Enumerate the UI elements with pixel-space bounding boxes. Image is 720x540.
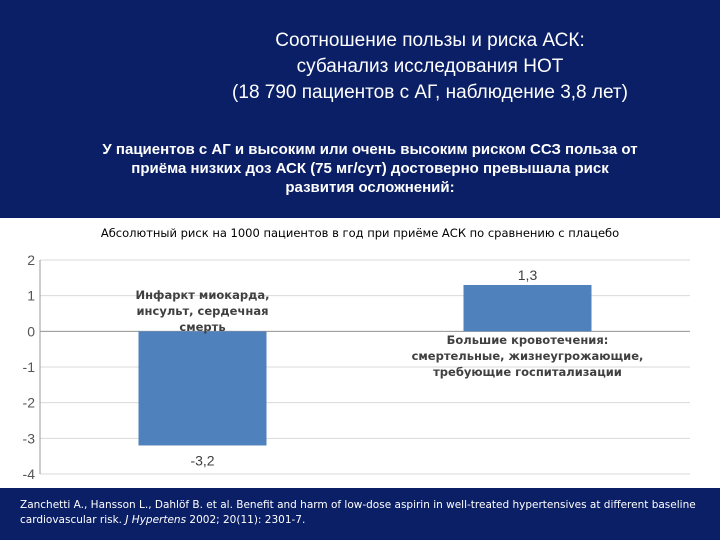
citation bbox=[20, 498, 710, 528]
y-tick-label: 2 bbox=[27, 252, 35, 268]
y-tick-label: -1 bbox=[22, 359, 35, 375]
chart-title: Абсолютный риск на 1000 пациентов в год при приёме АСК по сравнению с плацебо bbox=[100, 226, 620, 240]
slide-title-line-1: Соотношение пользы и риска АСК: bbox=[275, 30, 585, 51]
slide-title-line-3: (18 790 пациентов с АГ, наблюдение 3,8 лет) bbox=[232, 82, 628, 103]
slide-subtitle-line-1: У пациентов с АГ и высоким или очень высоким риском ССЗ польза от bbox=[102, 141, 638, 158]
citation-details: 2002; 20(11): 2301-7. bbox=[186, 514, 306, 526]
y-tick-label: -2 bbox=[22, 394, 35, 411]
y-tick-label: -4 bbox=[22, 466, 35, 482]
y-tick-label: 0 bbox=[27, 323, 35, 340]
y-tick-label: -3 bbox=[22, 430, 35, 447]
slide-title-line-2: субанализ исследования НОТ bbox=[296, 56, 564, 77]
chart-area bbox=[0, 218, 720, 488]
category-label-line: смертельные, жизнеугрожающие, bbox=[411, 348, 644, 363]
data-label: -3,2 bbox=[190, 452, 215, 469]
slide-title bbox=[160, 28, 700, 106]
citation-authors: Zanchetti A., Hansson L., Dahlöf B. et al. Benefit and harm of low-dose aspirin in well-treated hypertensives at different baseline cardiovascular risk. bbox=[20, 499, 696, 526]
citation-journal: J Hypertens bbox=[125, 514, 187, 526]
category-label-line: инсульт, сердечная bbox=[136, 304, 269, 319]
category-label-line: Инфаркт миокарда, bbox=[135, 288, 270, 303]
bar bbox=[139, 331, 267, 445]
slide-subtitle bbox=[30, 140, 710, 197]
category-label-line: требующие госпитализации bbox=[433, 364, 622, 379]
bar-chart bbox=[0, 218, 720, 488]
data-label: 1,3 bbox=[517, 266, 538, 283]
y-tick-label: 1 bbox=[27, 287, 35, 304]
category-label bbox=[135, 288, 269, 334]
category-label-line: смерть bbox=[179, 320, 226, 335]
bar bbox=[464, 285, 592, 331]
slide-subtitle-line-3: развития осложнений: bbox=[285, 179, 455, 196]
category-label bbox=[412, 333, 644, 379]
category-label-line: Большие кровотечения: bbox=[446, 332, 609, 347]
slide-subtitle-line-2: приёма низких доз АСК (75 мг/сут) достоверно превышала риск bbox=[131, 160, 609, 177]
